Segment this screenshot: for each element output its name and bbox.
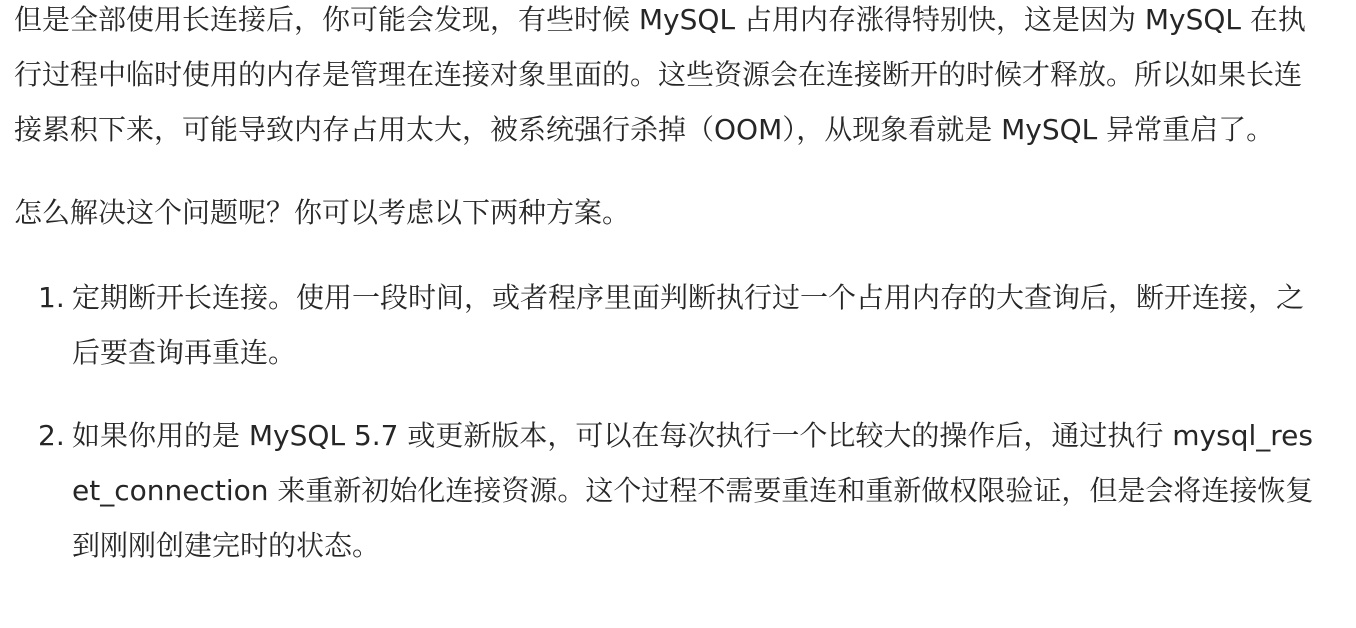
list-item-number: 2. xyxy=(38,419,65,452)
list-item-text: 定期断开长连接。使用一段时间，或者程序里面判断执行过一个占用内存的大查询后，断开连接，之后要查询再重连。 xyxy=(72,281,1305,369)
list-item xyxy=(38,408,1314,573)
list-item-number: 1. xyxy=(38,281,65,314)
list-item xyxy=(38,270,1314,380)
paragraph-question: 怎么解决这个问题呢？你可以考虑以下两种方案。 xyxy=(14,196,631,229)
paragraph-oom-explanation: 但是全部使用长连接后，你可能会发现，有些时候 MySQL 占用内存涨得特别快，这是因为 MySQL 在执行过程中临时使用的内存是管理在连接对象里面的。这些资源会在连接断开的时候才释放。所以如果长连接累积下来，可能导致内存占用太大，被系统强行杀掉（OOM），从现象看就是 MySQL 异常重启了。 xyxy=(14,3,1306,146)
article-content xyxy=(14,0,1314,601)
solution-list xyxy=(14,270,1314,573)
list-item-text: 如果你用的是 MySQL 5.7 或更新版本，可以在每次执行一个比较大的操作后，通过执行 mysql_reset_connection 来重新初始化连接资源。这个过程不需要重连和重新做权限验证，但是会将连接恢复到刚刚创建完时的状态。 xyxy=(72,419,1314,562)
